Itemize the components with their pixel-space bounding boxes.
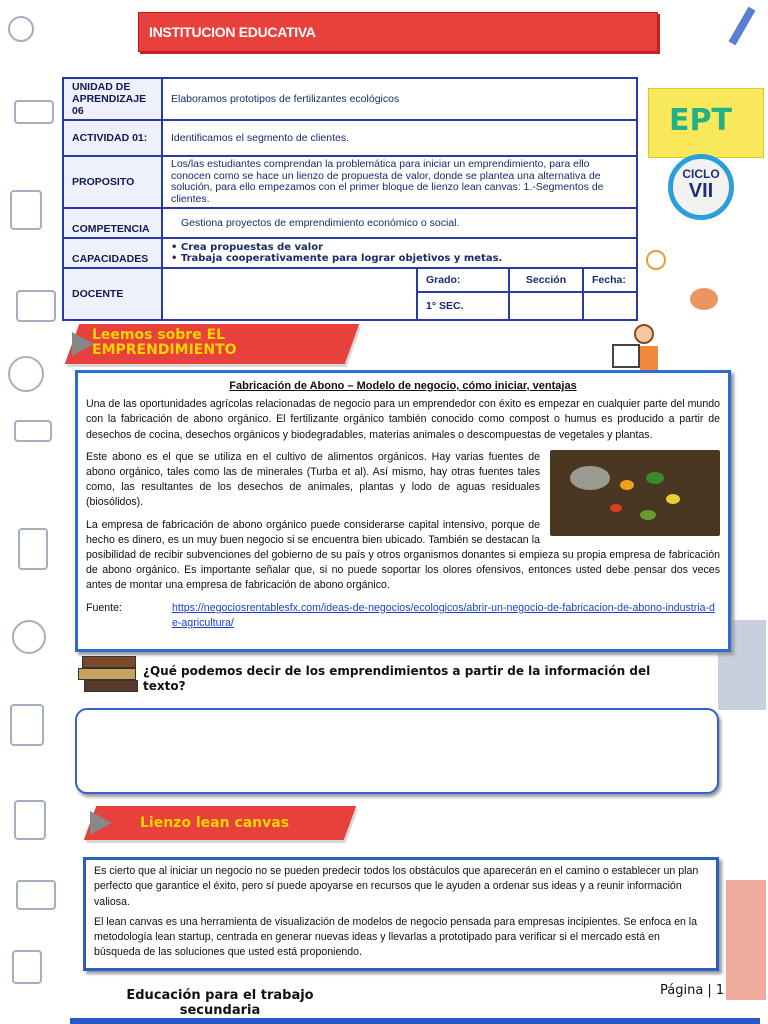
activity-info-table: [62, 77, 638, 321]
apple-doodle-icon-2: [12, 620, 46, 654]
article-paragraph-3: La empresa de fabricación de abono orgánico puede considerarse capital intensivo, porque de hecho es dinero, es un muy buen negocio si se encuentra bien ubicado. También se destacan la posibilidad de recibir subvenciones del gobierno de su país y otros organismos donantes si empieza su propia empresa de fabricación de abono orgánico. Es importante señalar que, si no puede soportar los olores ofensivos, entonces usted debe pensar dos veces antes de montar una empresa de fabricación de abono orgánico.: [86, 518, 720, 592]
capacidad-item: • Trabaja cooperativamente para lograr objetivos y metas.: [171, 253, 628, 264]
fecha-label: Fecha:: [583, 268, 637, 292]
article-paragraph-1: Una de las oportunidades agrícolas relacionadas de negocio para un emprendedor con éxito es empezar en cualquier parte del mundo con la fabricación de abono orgánico. El fertilizante orgánico también conocido como compost o humus es producido a partir de desechos de cocina, desechos orgánicos y biodegradables, materias animales o descompuestas de vegetales y plantas.: [86, 398, 720, 441]
easel-doodle-icon: [14, 800, 46, 840]
book-doodle-icon-2: [16, 880, 56, 910]
student-doodle-icon: [10, 190, 42, 230]
ribbon-arrow-icon: [72, 332, 94, 356]
footer-line-1: Educación para el trabajo: [126, 988, 314, 1003]
institution-name: INSTITUCION EDUCATIVA: [149, 24, 316, 40]
proposito-value: Los/las estudiantes comprendan la problemática para iniciar un emprendimiento, para ello conocen como se hace un lienzo de propuesta de valor, donde se plantea una alternativa de solución, para ello empezamos con el primer bloque de lienzo lean canvas: 1.-Segmentos de clientes.: [162, 156, 637, 208]
reflection-question: ¿Qué podemos decir de los emprendimientos a partir de la información del texto?: [143, 664, 651, 693]
section-ribbon-lean-canvas: [90, 806, 350, 840]
person-doodle-icon: [10, 704, 44, 746]
books-doodle-icon: [14, 100, 54, 124]
footer-bar: [70, 1018, 760, 1024]
grado-value[interactable]: 1° SEC.: [417, 292, 509, 320]
graduation-cap-doodle-icon: [14, 420, 52, 442]
article-title: Fabricación de Abono – Modelo de negocio, cómo iniciar, ventajas: [229, 380, 577, 392]
palette-doodle-icon: [8, 356, 44, 392]
canvas-paragraph-2: El lean canvas es una herramienta de visualización de modelos de negocio pensada para empresas incipientes. Se enfoca en la metodología lean startup, centrada en generar nuevas ideas y llevarlas a prototipado para verificar si el mercado está en búsqueda de las soluciones que usted está proponiendo.: [94, 915, 698, 959]
section-title-line1: Leemos sobre EL: [92, 327, 226, 343]
answer-input-box[interactable]: [75, 708, 719, 794]
lean-canvas-text-box: [83, 857, 719, 971]
page-number: Página | 1: [660, 983, 725, 998]
article-box: [75, 370, 731, 652]
capacidades-list: [162, 238, 637, 268]
flask-doodle-icon: [18, 528, 48, 570]
grado-label: Grado:: [417, 268, 509, 292]
competencia-value: Gestiona proyectos de emprendimiento económico o social.: [162, 208, 637, 238]
institution-banner: [138, 12, 658, 52]
compost-photo: [550, 450, 720, 536]
lightbulb-icon: [646, 250, 666, 270]
footer-title: [100, 988, 340, 1018]
book-doodle-icon: [16, 290, 56, 322]
pencil-icon: [729, 7, 756, 46]
cycle-badge: [668, 154, 734, 220]
cycle-label: CICLO: [682, 167, 720, 181]
section-title-line2: EMPRENDIMIENTO: [92, 342, 237, 358]
footer-line-2: secundaria: [179, 1003, 261, 1018]
books-icon: [78, 656, 140, 702]
article-paragraph-2: Este abono es el que se utiliza en el cultivo de alimentos orgánicos. Hay varias fuentes de abono orgánico, tales como las de minerales (Turba et al). Así mismo, hay otras fuentes tales como, las resultantes de los desechos de animales, plantas y lodo de aguas residuales (biosólidos).: [86, 450, 540, 509]
section-ribbon-emprendimiento: [72, 324, 352, 364]
actividad-label: ACTIVIDAD 01:: [63, 120, 162, 156]
brain-icon: [690, 288, 718, 310]
seccion-value[interactable]: [509, 292, 583, 320]
left-doodle-decorations: [0, 0, 70, 1024]
capacidades-label: CAPACIDADES: [63, 238, 162, 268]
subject-badge: [648, 88, 764, 158]
source-link[interactable]: https://negociosrentablesfx.com/ideas-de-negocios/ecologicos/abrir-un-negocio-de-fabricacion-de-abono-industria-de-agricultura/: [172, 601, 715, 629]
section-title: Lienzo lean canvas: [140, 815, 290, 831]
pencil-doodle-icon: [12, 950, 42, 984]
docente-value[interactable]: [162, 268, 417, 320]
unidad-label: UNIDAD DE APRENDIZAJE 06: [63, 78, 162, 120]
canvas-paragraph-1: Es cierto que al iniciar un negocio no se pueden predecir todos los obstáculos que aparecerán en el camino o establecer un plan perfecto que garantice el éxito, pero sí puede apoyarse en recursos que le ayuden a ordenar sus ideas y a reunir información valiosa.: [94, 865, 699, 908]
source-label: Fuente:: [86, 601, 122, 614]
docente-label: DOCENTE: [63, 268, 162, 320]
seccion-label: Sección: [509, 268, 583, 292]
subject-label: EPT: [669, 103, 732, 138]
article-source: [86, 601, 720, 631]
actividad-value: Identificamos el segmento de clientes.: [162, 120, 637, 156]
competencia-label: COMPETENCIA: [63, 208, 162, 238]
ribbon-arrow-icon: [90, 811, 112, 835]
unidad-value: Elaboramos prototipos de fertilizantes ecológicos: [162, 78, 637, 120]
apple-doodle-icon: [8, 16, 34, 42]
proposito-label: PROPOSITO: [63, 156, 162, 208]
cycle-value: VII: [688, 180, 714, 202]
capacidad-item: • Crea propuestas de valor: [171, 242, 628, 253]
book-stack-icon-2: [726, 880, 766, 1000]
fecha-value[interactable]: [583, 292, 637, 320]
